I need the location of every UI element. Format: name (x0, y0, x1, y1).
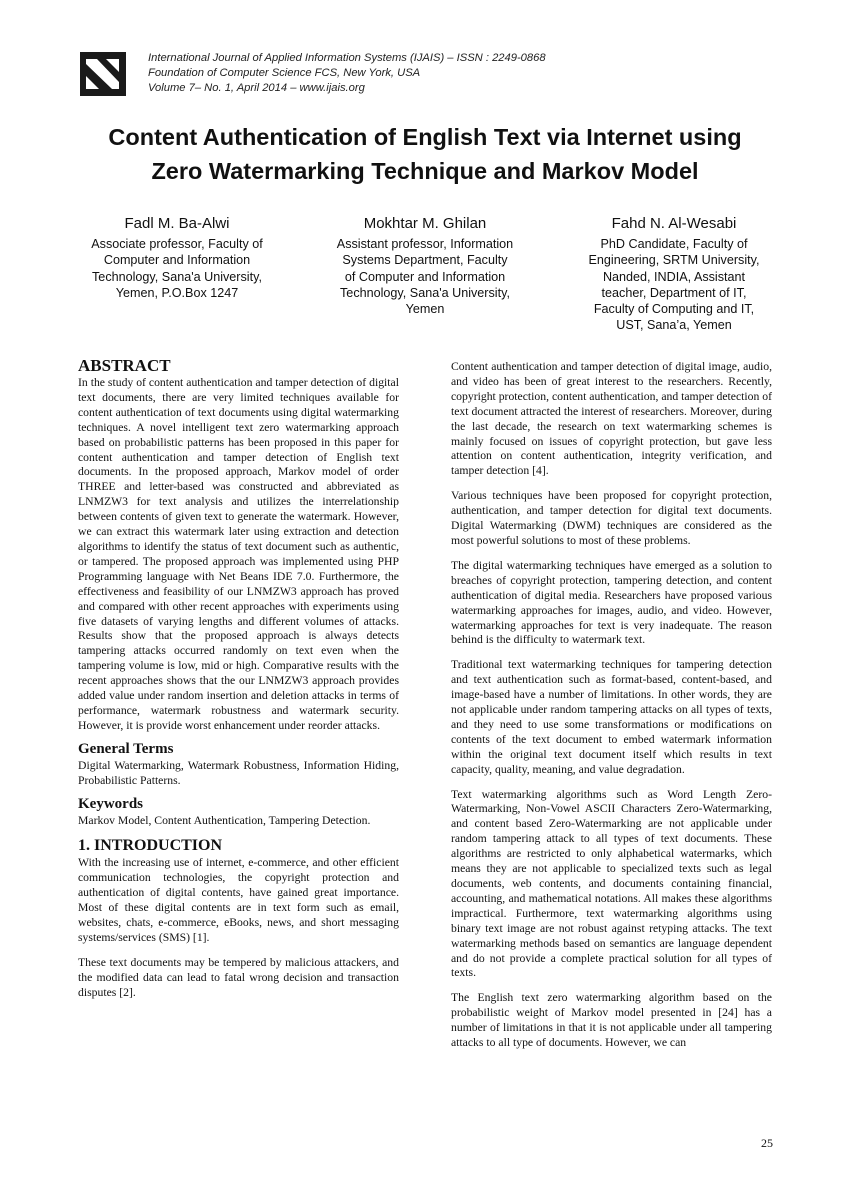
general-terms-heading: General Terms (78, 740, 174, 757)
title-line-1: Content Authentication of English Text via Internet using (108, 124, 742, 150)
author-affiliation: PhD Candidate, Faculty of Engineering, SRTM University, Nanded, INDIA, Assistant teacher, Department of IT, Faculty of Computing and IT, UST, Sana’a, Yemen (588, 237, 760, 333)
keywords-heading: Keywords (78, 795, 143, 812)
paragraph: With the increasing use of internet, e-commerce, and other efficient communication technologies, the copyright protection and authentication of digital contents, have gained great importance. Most of these digital contents are in text form such as email, websites, chats, e-commerce, eBooks, news, and short messaging systems/services (SMS) [1]. (78, 856, 399, 944)
author-name: Fadl M. Ba-Alwi (124, 215, 230, 232)
author-block (567, 213, 781, 334)
journal-line-2: Foundation of Computer Science FCS, New York, USA (148, 67, 421, 79)
journal-header (148, 51, 546, 96)
paragraph: Various techniques have been proposed for copyright protection, authentication, and tamper detection for digital text documents. Digital Watermarking (DWM) techniques are considered as the most powerful solutions to most of these problems. (451, 489, 772, 547)
abstract-text: In the study of content authentication and tamper detection of digital text documents, there are very limited techniques available for content authentication of text documents using digital watermarking techniques. A novel intelligent text zero watermarking approach based on probabilistic patterns has been proposed in this paper for content authentication and tamper detection of English text documents. In the proposed approach, Markov model of order THREE and letter-based was constructed and abbreviated as LNMZW3 for text analysis and utilizes the interrelationship between contents of given text to generate the watermark. However, we can extract this watermark later using extraction and detection algorithms to identify the status of text document such as authentic, or tampered. The proposed approach was implemented using PHP Programming language with Net Beans IDE 7.0. Furthermore, the effectiveness and feasibility of our LNMZW3 approach has proved and compared with other recent approaches with experiments using five datasets of varying lengths and different volumes of attacks. Results show that the proposed approach is always detects tampering attacks occurred randomly on text even when the tampering volume is low, mid or high. Comparative results with the recent approaches shows that the our LNMZW3 approach provides added value under random insertion and deletion attacks in terms of performance, watermark robustness and watermark security. However, it is provide worst enhancement under reorder attacks. (78, 376, 399, 732)
general-terms-text: Digital Watermarking, Watermark Robustness, Information Hiding, Probabilistic Patterns. (78, 758, 399, 787)
paragraph: Traditional text watermarking techniques for tampering detection and text authentication such as format-based, content-based, and image-based have a number of limitations. In other words, they are not applicable under random tampering attacks on all types of texts, and they need to use some transformations or modifications on contents of the text document to embed watermark information within the original text document itself which results in text capacity, quality, meaning, and value degradation. (451, 658, 772, 776)
abstract-heading: ABSTRACT (78, 356, 171, 375)
author-name: Mokhtar M. Ghilan (363, 215, 487, 232)
journal-line-1: International Journal of Applied Information Systems (IJAIS) – ISSN : 2249-0868 (148, 52, 546, 64)
ijais-logo-icon (80, 52, 126, 96)
paragraph: Text watermarking algorithms such as Word Length Zero-Watermarking, Non-Vowel ASCII Characters Zero-Watermarking, and content based Zero-Watermarking are not applicable under random tampering attack to all types of text documents. These algorithms are restricted to only alphabetical watermarks, which means they are not applicable to specialized texts such as legal documents, web contents, and documents containing financial, accounting, and mathematical notations. All makes these algorithms impractical. Furthermore, text watermarking algorithms using binary text image are not robust against retyping attacks. The text watermarking methods based on semantics are language dependent and do not provide a complete practical solution for all types of texts. (451, 787, 772, 980)
paragraph: These text documents may be tempered by malicious attackers, and the modified data can lead to fatal wrong decision and transaction disputes [2]. (78, 955, 399, 999)
left-column (78, 356, 399, 1011)
author-affiliation: Associate professor, Faculty of Computer and Information Technology, Sana'a University, Yemen, P.O.Box 1247 (91, 237, 263, 300)
author-block (70, 213, 284, 301)
journal-line-3: Volume 7– No. 1, April 2014 – www.ijais.org (148, 82, 365, 94)
paragraph: Content authentication and tamper detection of digital image, audio, and video has been of great interest to the researchers. Recently, copyright protection, content authentication, and tamper detection of text document attracted the interest of researchers. Moreover, during the last decade, the research on text watermarking schemes is mainly focused on issues of copyright protection, but gave less attention on content authentication, integrity verification, and tamper detection [4]. (451, 360, 772, 478)
author-affiliation: Assistant professor, Information Systems Department, Faculty of Computer and Information Technology, Sana'a University, Yemen (336, 237, 514, 317)
page-number: 25 (761, 1136, 773, 1150)
author-block (318, 213, 532, 317)
paragraph: The digital watermarking techniques have emerged as a solution to breaches of copyright protection, tampering detection, and content authentication of digital media. Researchers have proposed various watermarking approaches for images, audio, and video. However, watermarking approaches for text is very inadequate. The reason behind is the difficulty to watermark text. (451, 558, 772, 647)
keywords-text: Markov Model, Content Authentication, Tampering Detection. (78, 813, 371, 827)
paper-title (40, 120, 810, 188)
right-column (451, 360, 772, 1061)
paragraph: The English text zero watermarking algorithm based on the probabilistic weight of Markov model presented in [24] has a number of limitations in that it is not applicable under all tampering attacks to all type of documents. However, we can (451, 991, 772, 1050)
title-line-2: Zero Watermarking Technique and Markov Model (151, 158, 699, 184)
introduction-heading: 1. INTRODUCTION (78, 837, 223, 855)
author-name: Fahd N. Al-Wesabi (611, 215, 737, 232)
